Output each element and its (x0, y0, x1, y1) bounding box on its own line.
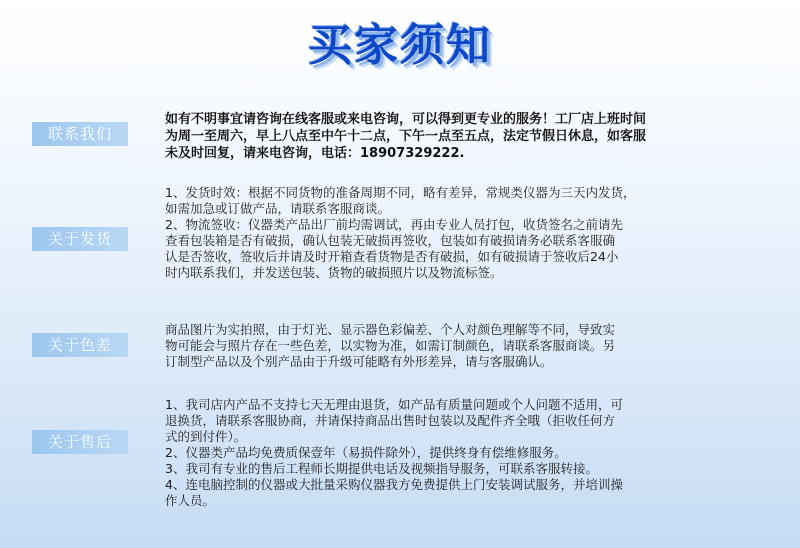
text-line: 2、仪器类产品均免费质保壹年（易损件除外），提供终身有偿维修服务。 (165, 445, 567, 460)
text-line: 如有不明事宜请咨询在线客服或来电咨询，可以得到更专业的服务！工厂店上班时间 (165, 112, 647, 127)
section-label-color-difference: 关于色差 (32, 333, 128, 357)
text-line: 3、我司有专业的售后工程师长期提供电话及视频指导服务，可联系客服转接。 (165, 461, 598, 476)
section-text-shipping (165, 185, 771, 281)
section-text-contact (165, 111, 771, 162)
text-line: 订制型产品以及个别产品由于升级可能略有外形差异，请与客服确认。 (165, 354, 553, 369)
text-line: 4、连电脑控制的仪器或大批量采购仪器我方免费提供上门安装调试服务，并培训操 (165, 477, 623, 492)
text-line: 时内联系我们，并发送包装、货物的破损照片以及物流标签。 (165, 265, 503, 280)
text-line: 作人员。 (165, 493, 216, 508)
text-line: 式的到付件）。 (165, 429, 247, 444)
text-line: 物可能会与照片存在一些色差，以实物为准，如需订制颜色，请联系客服商谈。另 (165, 338, 616, 353)
text-line: 1、发货时效：根据不同货物的准备周期不同，略有差异，常规类仪器为三天内发货， (165, 185, 636, 200)
text-line: 认是否签收，签收后并请及时开箱查看货物是否有破损，如有破损请于签收后24小 (165, 249, 619, 264)
text-line: 为周一至周六，早上八点至中午十二点，下午一点至五点，法定节假日休息，如客服 (165, 129, 647, 144)
section-label-shipping: 关于发货 (32, 227, 128, 251)
section-text-after-sales (165, 397, 771, 509)
section-text-color-difference (165, 322, 771, 370)
text-line: 如需加急或订做产品，请联系客服商谈。 (165, 201, 391, 216)
text-line: 1、我司店内产品不支持七天无理由退货，如产品有质量问题或个人问题不适用，可 (165, 397, 623, 412)
text-line: 2、物流签收：仪器类产品出厂前均需调试，再由专业人员打包，收货签名之前请先 (165, 217, 623, 232)
text-line: 退换货，请联系客服协商，并请保持商品出售时包装以及配件齐全哦（拒收任何方 (165, 413, 616, 428)
section-label-contact: 联系我们 (32, 122, 128, 146)
page-title: 买家须知 (308, 20, 492, 71)
text-line: 查看包装箱是否有破损，确认包装无破损再签收，包装如有破损请务必联系客服确 (165, 233, 616, 248)
text-line: 商品图片为实拍照，由于灯光、显示器色彩偏差、个人对颜色理解等不同，导致实 (165, 322, 616, 337)
section-label-after-sales: 关于售后 (32, 430, 128, 454)
text-line: 未及时回复，请来电咨询，电话：18907329222. (165, 146, 465, 161)
